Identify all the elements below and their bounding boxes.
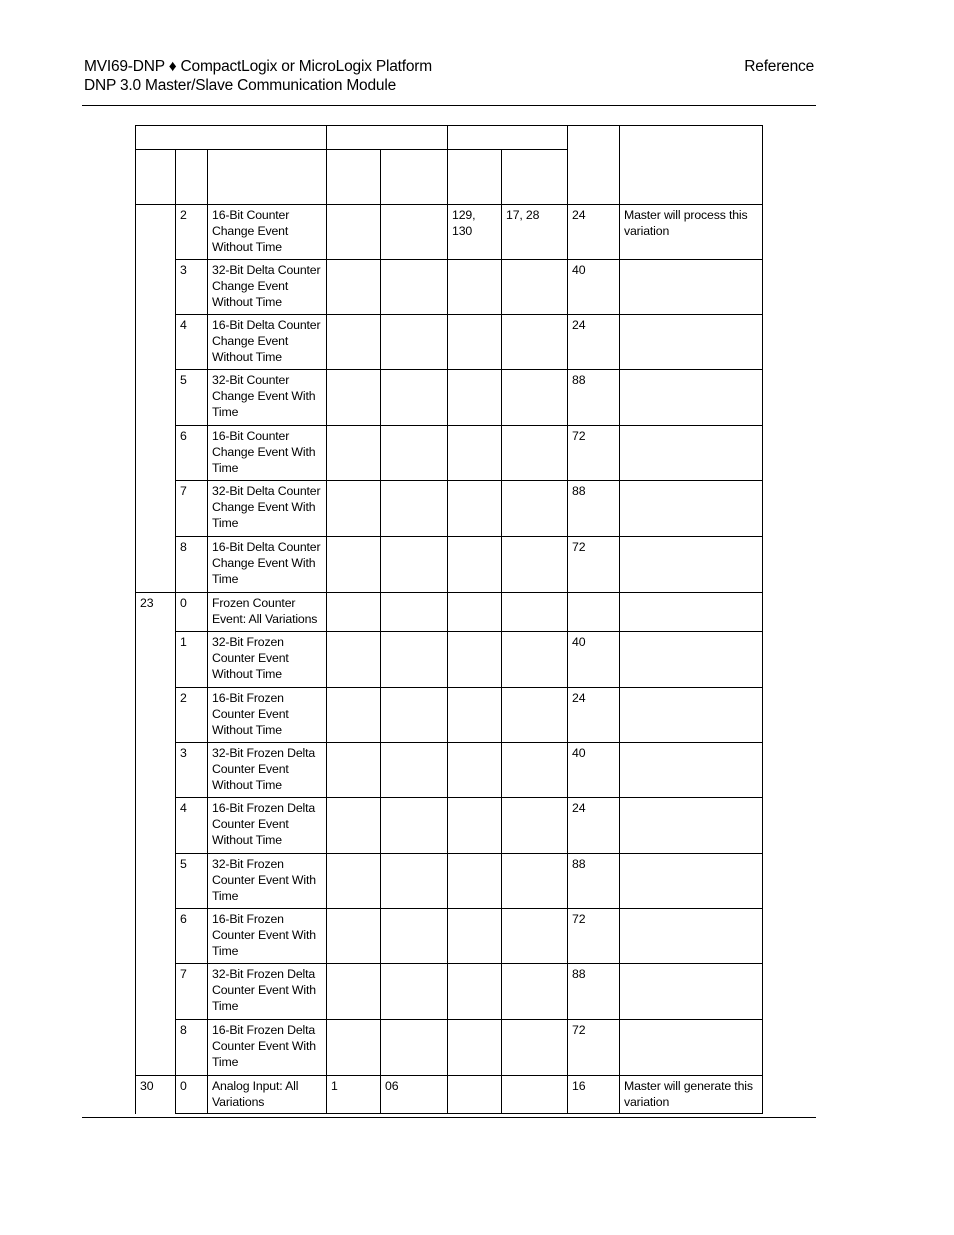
- cell-notes: [620, 854, 763, 909]
- cell-variation: 2: [176, 688, 208, 743]
- cell-request-qualifier: [381, 593, 448, 632]
- header-cell-response: [448, 126, 568, 150]
- cell-response-function: [448, 632, 502, 688]
- cell-variation: 3: [176, 260, 208, 315]
- cell-size-bits: 88: [568, 481, 620, 537]
- cell-object-number: [136, 370, 176, 426]
- cell-request-qualifier: [381, 909, 448, 964]
- header-cell-resp-qual: [502, 150, 568, 205]
- cell-object-number: [136, 909, 176, 964]
- cell-object-number: [136, 537, 176, 593]
- cell-request-function: [327, 205, 381, 260]
- cell-response-qualifier: [502, 798, 568, 854]
- cell-request-qualifier: 06: [381, 1076, 448, 1114]
- cell-description: 16-Bit Counter Change Event Without Time: [208, 205, 327, 260]
- cell-description: 32-Bit Delta Counter Change Event Without Time: [208, 260, 327, 315]
- cell-request-function: [327, 743, 381, 798]
- cell-description: 32-Bit Counter Change Event With Time: [208, 370, 327, 426]
- cell-description: 16-Bit Delta Counter Change Event With Time: [208, 537, 327, 593]
- cell-response-function: [448, 315, 502, 370]
- cell-request-qualifier: [381, 1020, 448, 1076]
- table-row: [136, 205, 763, 260]
- cell-request-qualifier: [381, 743, 448, 798]
- cell-object-number: [136, 632, 176, 688]
- cell-size-bits: 88: [568, 964, 620, 1020]
- cell-request-qualifier: [381, 426, 448, 481]
- cell-response-qualifier: [502, 688, 568, 743]
- cell-variation: 0: [176, 593, 208, 632]
- cell-description: 32-Bit Frozen Counter Event With Time: [208, 854, 327, 909]
- table-row: [136, 743, 763, 798]
- cell-response-qualifier: [502, 593, 568, 632]
- cell-notes: [620, 743, 763, 798]
- cell-object-number: [136, 205, 176, 260]
- cell-variation: 1: [176, 632, 208, 688]
- cell-object-number: [136, 426, 176, 481]
- cell-object-number: [136, 260, 176, 315]
- cell-notes: [620, 964, 763, 1020]
- cell-request-function: [327, 537, 381, 593]
- cell-variation: 0: [176, 1076, 208, 1114]
- table-row: [136, 593, 763, 632]
- cell-request-function: [327, 481, 381, 537]
- cell-response-function: 129, 130: [448, 205, 502, 260]
- cell-response-function: [448, 1020, 502, 1076]
- cell-description: 16-Bit Frozen Delta Counter Event With Time: [208, 1020, 327, 1076]
- cell-variation: 2: [176, 205, 208, 260]
- cell-response-function: [448, 426, 502, 481]
- cell-object-number: 30: [136, 1076, 176, 1114]
- cell-request-qualifier: [381, 632, 448, 688]
- cell-notes: Master will process this variation: [620, 205, 763, 260]
- cell-size-bits: [568, 593, 620, 632]
- cell-notes: [620, 260, 763, 315]
- table-row: [136, 315, 763, 370]
- cell-response-function: [448, 481, 502, 537]
- cell-request-function: [327, 260, 381, 315]
- table-row: [136, 260, 763, 315]
- cell-object-number: [136, 964, 176, 1020]
- footer-rule: [82, 1117, 816, 1118]
- cell-request-qualifier: [381, 370, 448, 426]
- cell-request-function: [327, 798, 381, 854]
- cell-response-qualifier: 17, 28: [502, 205, 568, 260]
- cell-response-qualifier: [502, 1076, 568, 1114]
- header-section: Reference: [744, 58, 814, 75]
- cell-request-function: [327, 426, 381, 481]
- cell-request-function: [327, 1020, 381, 1076]
- cell-object-number: [136, 481, 176, 537]
- cell-description: Frozen Counter Event: All Variations: [208, 593, 327, 632]
- table-row: [136, 537, 763, 593]
- cell-size-bits: 24: [568, 688, 620, 743]
- cell-size-bits: 72: [568, 426, 620, 481]
- cell-request-qualifier: [381, 688, 448, 743]
- cell-request-qualifier: [381, 260, 448, 315]
- cell-response-qualifier: [502, 370, 568, 426]
- header-title-line2: DNP 3.0 Master/Slave Communication Module: [84, 77, 396, 94]
- cell-notes: Master will generate this variation: [620, 1076, 763, 1114]
- cell-response-qualifier: [502, 909, 568, 964]
- cell-response-qualifier: [502, 632, 568, 688]
- cell-notes: [620, 1020, 763, 1076]
- cell-response-function: [448, 854, 502, 909]
- cell-description: 32-Bit Frozen Counter Event Without Time: [208, 632, 327, 688]
- cell-notes: [620, 593, 763, 632]
- cell-variation: 5: [176, 370, 208, 426]
- header-cell-var: [176, 150, 208, 205]
- cell-description: 32-Bit Frozen Delta Counter Event Without Time: [208, 743, 327, 798]
- cell-response-qualifier: [502, 426, 568, 481]
- cell-size-bits: 24: [568, 315, 620, 370]
- cell-description: 16-Bit Delta Counter Change Event Without Time: [208, 315, 327, 370]
- header-rule: [82, 105, 816, 106]
- cell-response-qualifier: [502, 743, 568, 798]
- header-cell-resp-func: [448, 150, 502, 205]
- cell-response-function: [448, 260, 502, 315]
- header-cell-request: [327, 126, 448, 150]
- cell-response-function: [448, 688, 502, 743]
- cell-response-function: [448, 1076, 502, 1114]
- header-cell-req-func: [327, 150, 381, 205]
- cell-variation: 7: [176, 481, 208, 537]
- cell-notes: [620, 370, 763, 426]
- cell-request-qualifier: [381, 964, 448, 1020]
- cell-description: 32-Bit Delta Counter Change Event With Time: [208, 481, 327, 537]
- cell-size-bits: 72: [568, 909, 620, 964]
- table-group-header-row: [136, 126, 763, 150]
- cell-notes: [620, 688, 763, 743]
- header-cell-req-qual: [381, 150, 448, 205]
- table-row: [136, 1020, 763, 1076]
- cell-notes: [620, 426, 763, 481]
- table-row: [136, 481, 763, 537]
- cell-object-number: [136, 1020, 176, 1076]
- cell-object-number: [136, 854, 176, 909]
- header-cell-size: [568, 126, 620, 205]
- cell-variation: 3: [176, 743, 208, 798]
- cell-request-qualifier: [381, 205, 448, 260]
- table-row: [136, 426, 763, 481]
- cell-request-function: 1: [327, 1076, 381, 1114]
- cell-object-number: [136, 315, 176, 370]
- cell-response-function: [448, 964, 502, 1020]
- cell-size-bits: 88: [568, 854, 620, 909]
- cell-response-qualifier: [502, 315, 568, 370]
- cell-request-function: [327, 632, 381, 688]
- table-row: [136, 370, 763, 426]
- cell-response-qualifier: [502, 964, 568, 1020]
- cell-request-qualifier: [381, 315, 448, 370]
- cell-variation: 4: [176, 798, 208, 854]
- cell-description: 16-Bit Frozen Counter Event With Time: [208, 909, 327, 964]
- cell-variation: 7: [176, 964, 208, 1020]
- cell-object-number: 23: [136, 593, 176, 632]
- cell-size-bits: 72: [568, 537, 620, 593]
- cell-description: Analog Input: All Variations: [208, 1076, 327, 1114]
- cell-notes: [620, 481, 763, 537]
- cell-request-function: [327, 315, 381, 370]
- cell-object-number: [136, 798, 176, 854]
- cell-response-function: [448, 593, 502, 632]
- dnp-object-table: [135, 125, 763, 1114]
- cell-request-qualifier: [381, 481, 448, 537]
- cell-description: 16-Bit Frozen Counter Event Without Time: [208, 688, 327, 743]
- table-row: [136, 964, 763, 1020]
- cell-response-qualifier: [502, 481, 568, 537]
- cell-request-qualifier: [381, 854, 448, 909]
- header-cell-desc: [208, 150, 327, 205]
- cell-request-qualifier: [381, 798, 448, 854]
- table-row: [136, 798, 763, 854]
- table-row: [136, 854, 763, 909]
- table-row: [136, 909, 763, 964]
- cell-variation: 6: [176, 426, 208, 481]
- cell-request-function: [327, 370, 381, 426]
- cell-size-bits: 24: [568, 798, 620, 854]
- cell-size-bits: 72: [568, 1020, 620, 1076]
- cell-request-function: [327, 854, 381, 909]
- cell-description: 16-Bit Frozen Delta Counter Event Without Time: [208, 798, 327, 854]
- header-cell-notes: [620, 126, 763, 205]
- cell-response-qualifier: [502, 537, 568, 593]
- cell-response-function: [448, 537, 502, 593]
- cell-size-bits: 88: [568, 370, 620, 426]
- cell-object-number: [136, 743, 176, 798]
- cell-size-bits: 40: [568, 260, 620, 315]
- cell-response-function: [448, 370, 502, 426]
- table-row: [136, 632, 763, 688]
- cell-variation: 4: [176, 315, 208, 370]
- cell-request-qualifier: [381, 537, 448, 593]
- header-title-line1: MVI69-DNP ♦ CompactLogix or MicroLogix Platform: [84, 58, 432, 75]
- cell-notes: [620, 315, 763, 370]
- cell-notes: [620, 537, 763, 593]
- cell-variation: 6: [176, 909, 208, 964]
- cell-request-function: [327, 964, 381, 1020]
- cell-description: 16-Bit Counter Change Event With Time: [208, 426, 327, 481]
- header-cell-obj: [136, 150, 176, 205]
- cell-notes: [620, 798, 763, 854]
- cell-size-bits: 40: [568, 632, 620, 688]
- cell-notes: [620, 632, 763, 688]
- cell-variation: 8: [176, 1020, 208, 1076]
- cell-response-qualifier: [502, 854, 568, 909]
- cell-notes: [620, 909, 763, 964]
- cell-variation: 8: [176, 537, 208, 593]
- table-row: [136, 1076, 763, 1114]
- table-row: [136, 688, 763, 743]
- cell-variation: 5: [176, 854, 208, 909]
- cell-response-qualifier: [502, 260, 568, 315]
- cell-request-function: [327, 688, 381, 743]
- cell-response-function: [448, 798, 502, 854]
- cell-size-bits: 40: [568, 743, 620, 798]
- cell-request-function: [327, 593, 381, 632]
- cell-response-function: [448, 743, 502, 798]
- header-cell-object: [136, 126, 327, 150]
- cell-object-number: [136, 688, 176, 743]
- cell-size-bits: 24: [568, 205, 620, 260]
- cell-response-function: [448, 909, 502, 964]
- cell-request-function: [327, 909, 381, 964]
- cell-response-qualifier: [502, 1020, 568, 1076]
- cell-description: 32-Bit Frozen Delta Counter Event With Time: [208, 964, 327, 1020]
- cell-size-bits: 16: [568, 1076, 620, 1114]
